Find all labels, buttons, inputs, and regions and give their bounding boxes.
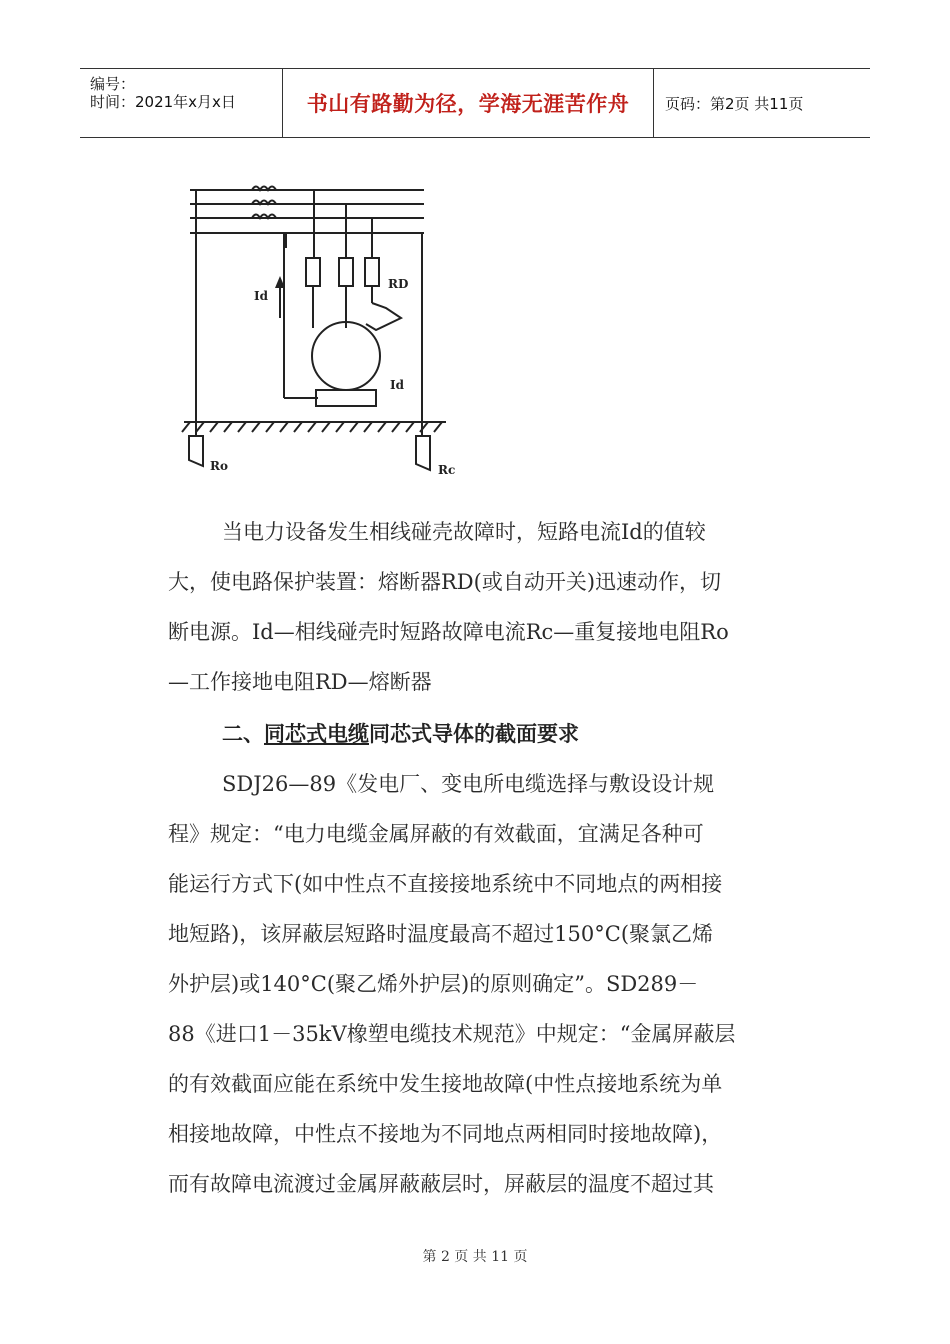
time-line: 时间：2021年x月x日 <box>90 93 236 111</box>
motto-text: 书山有路勤为径，学海无涯苦作舟 <box>306 92 630 116</box>
id-label-bottom: Id <box>390 378 405 392</box>
text-line: —工作接地电阻RD—熔断器 <box>168 670 432 694</box>
text-line: 相接地故障，中性点不接地为不同地点两相同时接地故障)， <box>168 1122 723 1146</box>
text-line: 外护层)或140°C(聚乙烯外护层)的原则确定”。SD289－ <box>168 972 699 996</box>
header-meta <box>80 69 283 137</box>
paragraph-standards <box>168 759 768 1209</box>
heading-prefix: 二、 <box>222 722 264 746</box>
id-label-left: Id <box>254 289 269 303</box>
page-footer: 第 2 页 共 11 页 <box>422 1249 528 1265</box>
heading-link[interactable]: 同芯式电缆 <box>264 722 369 746</box>
rd-label: RD <box>388 277 409 291</box>
section-heading <box>222 709 579 759</box>
text-line: 能运行方式下(如中性点不直接接地系统中不同地点的两相接 <box>168 872 723 896</box>
text-line: 88《进口1－35kV橡塑电缆技术规范》中规定：“金属屏蔽层 <box>168 1022 736 1046</box>
rc-label: Rc <box>438 463 456 477</box>
text-line: 当电力设备发生相线碰壳故障时，短路电流Id的值较 <box>222 520 706 544</box>
text-line: 大，使电路保护装置：熔断器RD(或自动开关)迅速动作，切 <box>168 570 722 594</box>
text-line: 的有效截面应能在系统中发生接地故障(中性点接地系统为单 <box>168 1072 723 1096</box>
page-code: 页码：第2页 共11页 <box>665 94 804 113</box>
text-line: 地短路)，该屏蔽层短路时温度最高不超过150°C(聚氯乙烯 <box>168 922 714 946</box>
grounding-circuit-diagram <box>176 178 466 488</box>
text-line: 程》规定：“电力电缆金属屏蔽的有效截面，宜满足各种可 <box>168 822 704 846</box>
header-motto-cell <box>283 69 654 137</box>
paragraph-fault-description <box>168 507 768 707</box>
ro-label: Ro <box>210 459 228 473</box>
text-line: SDJ26—89《发电厂、变电所电缆选择与敷设设计规 <box>222 772 715 796</box>
number-label: 编号： <box>90 75 136 93</box>
text-line: 断电源。Id—相线碰壳时短路故障电流Rc—重复接地电阻Ro <box>168 620 729 644</box>
heading-rest: 同芯式导体的截面要求 <box>369 722 579 746</box>
text-line: 而有故障电流渡过金属屏蔽蔽层时，屏蔽层的温度不超过其 <box>168 1172 714 1196</box>
page-header <box>80 68 870 138</box>
